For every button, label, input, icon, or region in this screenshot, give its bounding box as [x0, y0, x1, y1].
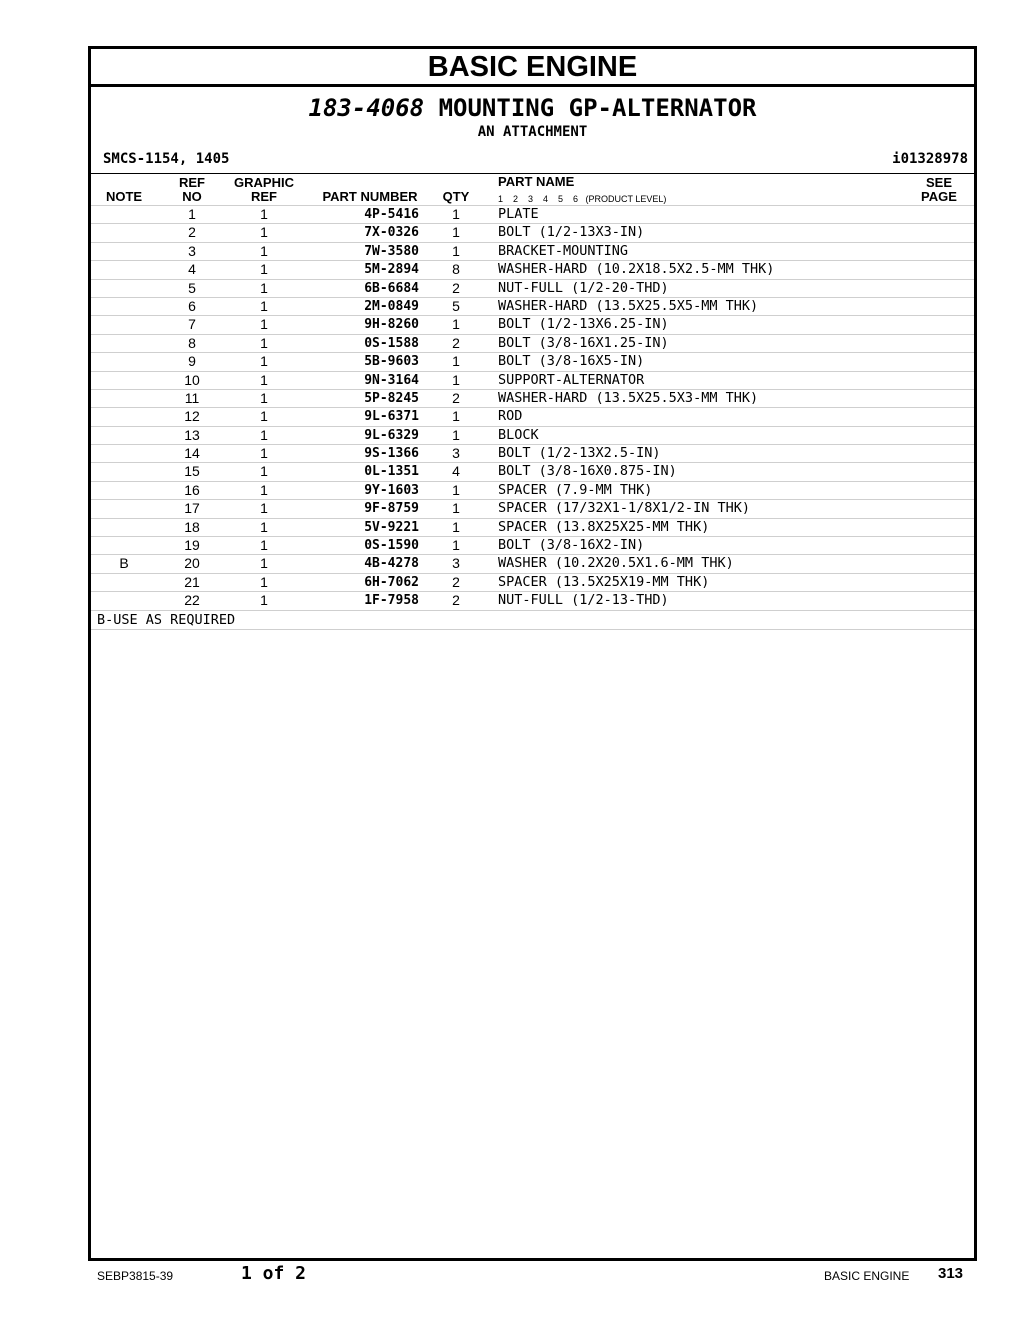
part-name: ROD	[498, 408, 523, 425]
smcs-code: SMCS-1154, 1405	[103, 151, 230, 167]
part-name: SPACER (17/32X1-1/8X1/2-IN THK)	[498, 500, 750, 517]
table-row	[91, 372, 974, 390]
part-qty: 8	[452, 261, 460, 278]
part-ref-no: 19	[184, 537, 200, 554]
part-graphic-ref: 1	[260, 518, 268, 535]
group-title	[91, 93, 974, 123]
part-graphic-ref: 1	[260, 463, 268, 480]
part-name: BOLT (3/8-16X2-IN)	[498, 537, 645, 554]
part-name: WASHER-HARD (13.5X25.5X3-MM THK)	[498, 389, 759, 406]
part-graphic-ref: 1	[260, 445, 268, 462]
part-graphic-ref: 1	[260, 261, 268, 278]
part-name: WASHER (10.2X20.5X1.6-MM THK)	[498, 555, 734, 572]
part-number: 4P-5416	[364, 207, 419, 222]
part-ref-no: 6	[188, 297, 196, 314]
part-ref-no: 11	[184, 389, 200, 406]
table-row	[91, 353, 974, 371]
part-ref-no: 22	[184, 592, 200, 609]
part-number: 7W-3580	[364, 243, 419, 259]
part-number: 9L-6329	[364, 427, 419, 443]
column-header-note: NOTE	[105, 189, 143, 204]
part-number: 4B-4278	[364, 556, 419, 572]
part-graphic-ref: 1	[260, 279, 268, 296]
table-row	[91, 500, 974, 518]
part-ref-no: 4	[188, 261, 196, 278]
part-number: 6H-7062	[364, 574, 419, 590]
part-name: BOLT (1/2-13X6.25-IN)	[498, 316, 669, 333]
part-graphic-ref: 1	[260, 426, 268, 443]
column-header-part-number: PART NUMBER	[322, 189, 418, 204]
column-header-graphic-ref	[231, 176, 297, 204]
column-header-see-page	[911, 176, 967, 204]
part-name: WASHER-HARD (10.2X18.5X2.5-MM THK)	[498, 261, 775, 278]
table-row	[91, 298, 974, 316]
part-qty: 1	[452, 224, 460, 241]
footnote-row	[91, 611, 974, 630]
part-qty: 3	[452, 555, 460, 572]
part-ref-no: 10	[184, 371, 200, 388]
ref-header-top: REF	[179, 175, 205, 190]
table-row	[91, 463, 974, 481]
part-ref-no: 16	[184, 481, 200, 498]
part-number: 9H-8260	[364, 317, 419, 333]
part-name: BLOCK	[498, 426, 539, 443]
part-ref-no: 9	[188, 353, 196, 370]
part-qty: 4	[452, 463, 460, 480]
part-qty: 1	[452, 481, 460, 498]
part-name: SUPPORT-ALTERNATOR	[498, 371, 645, 388]
footer-section: BASIC ENGINE	[824, 1269, 910, 1283]
part-name: SPACER (7.9-MM THK)	[498, 481, 653, 498]
part-graphic-ref: 1	[260, 316, 268, 333]
column-header-part-name: PART NAME	[498, 174, 575, 189]
footer-page-number: 313	[938, 1265, 964, 1282]
part-graphic-ref: 1	[260, 537, 268, 554]
part-qty: 1	[452, 316, 460, 333]
part-graphic-ref: 1	[260, 206, 268, 222]
part-qty: 1	[452, 408, 460, 425]
part-graphic-ref: 1	[260, 242, 268, 259]
graphic-header-bottom: REF	[251, 189, 277, 204]
part-number: 5V-9221	[364, 519, 419, 535]
part-number: 9S-1366	[364, 446, 419, 462]
part-ref-no: 12	[184, 408, 200, 425]
part-qty: 1	[452, 353, 460, 370]
table-row	[91, 555, 974, 573]
part-number: 5M-2894	[364, 262, 419, 278]
part-graphic-ref: 1	[260, 224, 268, 241]
part-graphic-ref: 1	[260, 500, 268, 517]
product-levels: 1 2 3 4 5 6 (PRODUCT LEVEL)	[498, 194, 667, 204]
part-qty: 2	[452, 279, 460, 296]
table-row	[91, 205, 974, 224]
part-name: BRACKET-MOUNTING	[498, 242, 629, 259]
see-header-top: SEE	[925, 175, 952, 190]
part-number: 0S-1590	[364, 538, 419, 554]
part-name: SPACER (13.8X25X25-MM THK)	[498, 518, 710, 535]
group-name: MOUNTING GP-ALTERNATOR	[438, 94, 757, 122]
part-graphic-ref: 1	[260, 408, 268, 425]
part-name: NUT-FULL (1/2-20-THD)	[498, 279, 669, 296]
part-qty: 2	[452, 389, 460, 406]
part-ref-no: 3	[188, 242, 196, 259]
table-row	[91, 519, 974, 537]
table-row	[91, 537, 974, 555]
part-qty: 3	[452, 445, 460, 462]
part-qty: 5	[452, 297, 460, 314]
part-note: B	[119, 555, 129, 572]
section-title: BASIC ENGINE	[91, 49, 974, 87]
part-name: PLATE	[498, 206, 539, 222]
footer-doc-number: SEBP3815-39	[97, 1269, 174, 1283]
part-number: 6B-6684	[364, 280, 419, 296]
footnote-text: B-USE AS REQUIRED	[97, 611, 236, 628]
group-subtitle: AN ATTACHMENT	[477, 124, 588, 140]
part-ref-no: 1	[188, 206, 196, 222]
part-ref-no: 15	[184, 463, 200, 480]
part-name: BOLT (3/8-16X0.875-IN)	[498, 463, 677, 480]
table-row	[91, 316, 974, 334]
part-ref-no: 20	[184, 555, 200, 572]
part-graphic-ref: 1	[260, 389, 268, 406]
part-number: 7X-0326	[364, 225, 419, 241]
group-number: 183-4068	[308, 94, 425, 122]
part-qty: 1	[452, 242, 460, 259]
part-qty: 2	[452, 573, 460, 590]
part-number: 9Y-1603	[364, 482, 419, 498]
part-qty: 2	[452, 592, 460, 609]
part-ref-no: 17	[184, 500, 200, 517]
table-row	[91, 445, 974, 463]
part-graphic-ref: 1	[260, 371, 268, 388]
part-name: BOLT (1/2-13X3-IN)	[498, 224, 645, 241]
parts-page-frame	[88, 46, 977, 1261]
table-row	[91, 574, 974, 592]
part-graphic-ref: 1	[260, 334, 268, 351]
part-ref-no: 8	[188, 334, 196, 351]
footer-page-of: 1 of 2	[241, 1263, 307, 1284]
graphic-header-top: GRAPHIC	[234, 175, 294, 190]
part-number: 2M-0849	[364, 298, 419, 314]
part-ref-no: 5	[188, 279, 196, 296]
table-row	[91, 243, 974, 261]
part-number: 9N-3164	[364, 372, 419, 388]
part-qty: 1	[452, 371, 460, 388]
part-qty: 1	[452, 426, 460, 443]
ref-header-bottom: NO	[182, 189, 202, 204]
part-qty: 2	[452, 334, 460, 351]
part-name: BOLT (1/2-13X2.5-IN)	[498, 445, 661, 462]
table-row	[91, 427, 974, 445]
part-name: SPACER (13.5X25X19-MM THK)	[498, 573, 710, 590]
table-row	[91, 408, 974, 426]
part-qty: 1	[452, 500, 460, 517]
part-graphic-ref: 1	[260, 555, 268, 572]
part-graphic-ref: 1	[260, 592, 268, 609]
part-number: 5P-8245	[364, 390, 419, 406]
table-row	[91, 482, 974, 500]
part-ref-no: 14	[184, 445, 200, 462]
part-graphic-ref: 1	[260, 481, 268, 498]
table-row	[91, 335, 974, 353]
part-ref-no: 18	[184, 518, 200, 535]
part-ref-no: 2	[188, 224, 196, 241]
part-number: 0S-1588	[364, 335, 419, 351]
part-number: 0L-1351	[364, 464, 419, 480]
column-header-ref-no	[171, 176, 213, 204]
part-number: 9L-6371	[364, 409, 419, 425]
see-header-bottom: PAGE	[921, 189, 957, 204]
part-graphic-ref: 1	[260, 573, 268, 590]
parts-table	[91, 205, 974, 630]
part-qty: 1	[452, 518, 460, 535]
part-number: 5B-9603	[364, 354, 419, 370]
illustration-id: i01328978	[892, 151, 968, 167]
column-header-qty: QTY	[442, 189, 470, 204]
part-ref-no: 13	[184, 426, 200, 443]
table-row	[91, 224, 974, 242]
part-qty: 1	[452, 537, 460, 554]
part-graphic-ref: 1	[260, 297, 268, 314]
part-name: NUT-FULL (1/2-13-THD)	[498, 592, 669, 609]
part-graphic-ref: 1	[260, 353, 268, 370]
part-number: 9F-8759	[364, 501, 419, 517]
part-ref-no: 21	[184, 573, 200, 590]
part-name: WASHER-HARD (13.5X25.5X5-MM THK)	[498, 297, 759, 314]
part-name: BOLT (3/8-16X5-IN)	[498, 353, 645, 370]
part-name: BOLT (3/8-16X1.25-IN)	[498, 334, 669, 351]
part-qty: 1	[452, 206, 460, 222]
table-row	[91, 592, 974, 610]
part-ref-no: 7	[188, 316, 196, 333]
table-row	[91, 280, 974, 298]
table-row	[91, 390, 974, 408]
part-number: 1F-7958	[364, 593, 419, 609]
table-row	[91, 261, 974, 279]
